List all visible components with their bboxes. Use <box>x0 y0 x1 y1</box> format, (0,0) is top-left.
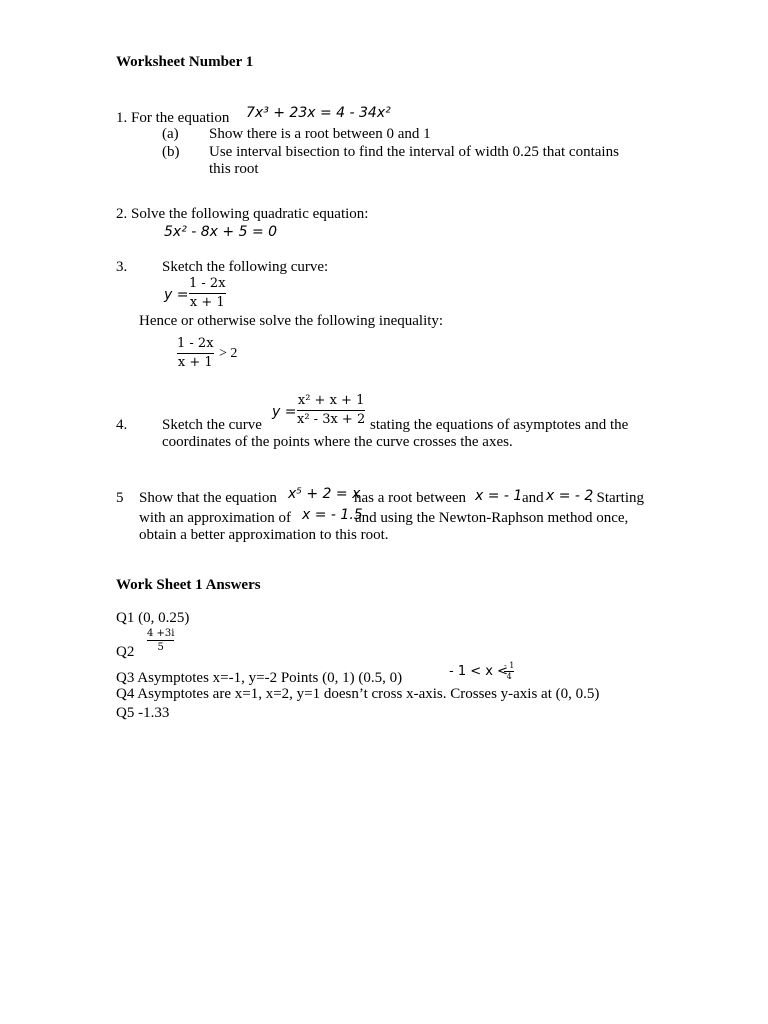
q5-line-3: obtain a better approximation to this root. <box>139 527 389 543</box>
q3-curve-fraction <box>189 276 226 311</box>
q1-b-label: (b) <box>162 144 180 160</box>
answer-q2-fraction <box>147 628 174 653</box>
answer-q3-inequality-numerator: - 1 <box>504 661 515 670</box>
q5-line2-a: with an approximation of <box>139 510 292 526</box>
q3-inequality-numerator: 1 - 2x <box>177 336 214 351</box>
q3-number: 3. <box>116 259 128 275</box>
q1-lead: 1. For the equation <box>116 110 230 126</box>
q4-line-2: coordinates of the points where the curve crosses the axes. <box>162 434 513 450</box>
answer-q2-denominator: 5 <box>157 642 164 653</box>
q1-a-label: (a) <box>162 126 179 142</box>
q4-curve-denominator: x² - 3x + 2 <box>297 412 366 427</box>
q5-root-1: x = - 1 <box>475 488 523 504</box>
answer-q1: Q1 (0, 0.25) <box>116 610 190 626</box>
q3-curve-denominator: x + 1 <box>189 295 225 310</box>
q5-tail: . Starting <box>589 490 644 506</box>
q4-curve-numerator: x² + x + 1 <box>297 393 365 408</box>
answer-q2-numerator: 4 +3i <box>147 628 175 639</box>
q4-number: 4. <box>116 417 128 433</box>
q2-equation: 5x² - 8x + 5 = 0 <box>164 224 278 240</box>
q2-lead: 2. Solve the following quadratic equation: <box>116 206 369 222</box>
q3-curve-numerator: 1 - 2x <box>189 276 226 291</box>
q3-y-lhs: y = <box>164 287 189 303</box>
q1-b-text-1: Use interval bisection to find the interval of width 0.25 that contains <box>209 144 619 160</box>
answer-q4: Q4 Asymptotes are x=1, x=2, y=1 doesn’t cross x-axis. Crosses y-axis at (0, 0.5) <box>116 686 600 702</box>
q5-root-2: x = - 2 <box>546 488 594 504</box>
answers-title: Work Sheet 1 Answers <box>116 577 261 593</box>
q3-hence: Hence or otherwise solve the following inequality: <box>139 313 444 329</box>
q4-y-lhs: y = <box>272 404 297 420</box>
q3-inequality-denominator: x + 1 <box>177 355 213 370</box>
q5-and: and <box>522 490 544 506</box>
q3-inequality-fraction <box>177 336 214 371</box>
q4-tail: stating the equations of asymptotes and the <box>370 417 629 433</box>
q5-approx: x = - 1.5 <box>302 507 363 523</box>
q3-lead: Sketch the following curve: <box>162 259 329 275</box>
q5-lead: Show that the equation <box>139 490 277 506</box>
q4-curve-fraction <box>297 393 365 428</box>
q5-number: 5 <box>116 490 124 506</box>
q3-inequality-rhs: > 2 <box>219 346 238 361</box>
answer-q3-inequality: - 1 < x < <box>449 664 508 679</box>
q1-equation: 7x³ + 23x = 4 - 34x² <box>246 105 391 121</box>
q5-line2-b: and using the Newton-Raphson method once, <box>355 510 629 526</box>
q1-b-text-2: this root <box>209 161 259 177</box>
answer-q5: Q5 -1.33 <box>116 705 170 721</box>
q4-lead: Sketch the curve <box>162 417 262 433</box>
answer-q3: Q3 Asymptotes x=-1, y=-2 Points (0, 1) (0.5, 0) <box>116 670 403 686</box>
worksheet-title: Worksheet Number 1 <box>116 54 254 70</box>
q5-equation: x⁵ + 2 = x <box>288 486 361 502</box>
q5-mid: has a root between <box>354 490 467 506</box>
answer-q2-label: Q2 <box>116 644 135 660</box>
answer-q3-inequality-denominator: 4 <box>506 672 512 681</box>
q1-a-text: Show there is a root between 0 and 1 <box>209 126 431 142</box>
answer-q3-inequality-fraction <box>504 662 514 681</box>
